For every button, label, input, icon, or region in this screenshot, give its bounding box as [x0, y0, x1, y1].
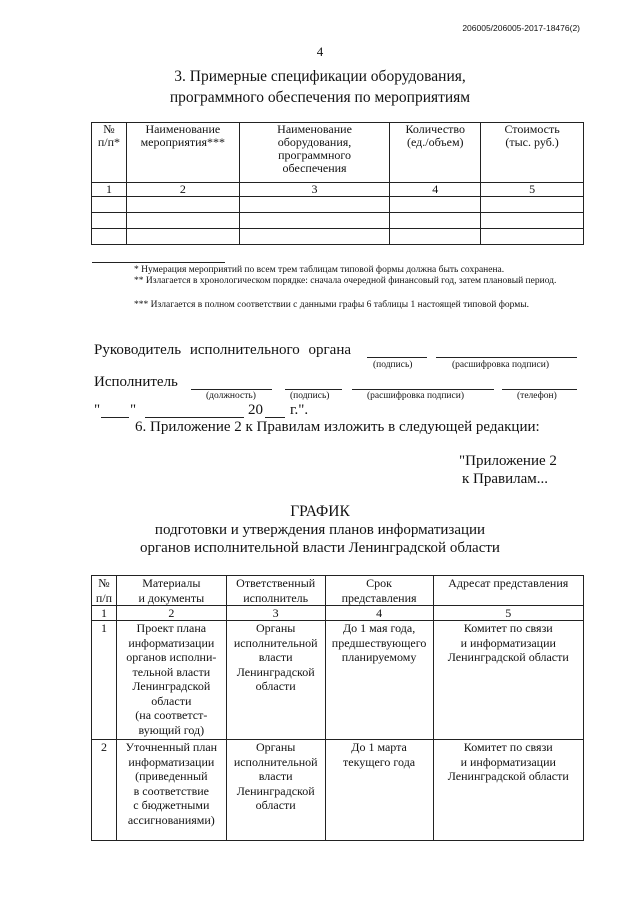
appendix-label-line1: "Приложение 2	[459, 453, 557, 469]
column-number-row	[92, 183, 584, 197]
caption-signature: (подпись)	[373, 360, 413, 370]
materials-cell: Проект плана информатизации органов исполни- тельной власти Ленинградской области (на соответст- вующий год)	[116, 621, 226, 740]
empty-cell	[481, 197, 584, 213]
table-row	[92, 197, 584, 213]
empty-cell	[92, 213, 127, 229]
document-id: 206005/206005-2017-18476(2)	[462, 23, 580, 33]
executor-signature-line	[285, 389, 342, 390]
empty-cell	[92, 197, 127, 213]
column-number: 5	[433, 606, 583, 621]
header-cell: Ответственный исполнитель	[226, 576, 325, 606]
schedule-subtitle-line1: подготовки и утверждения планов информатизации	[154, 522, 486, 538]
footnote-1: * Нумерация мероприятий по всем трем таблицам типовой формы должна быть сохранена.	[134, 265, 505, 275]
empty-cell	[239, 197, 390, 213]
empty-cell	[239, 229, 390, 245]
appendix-label-line2: к Правилам...	[462, 471, 549, 487]
empty-cell	[390, 213, 481, 229]
empty-cell	[239, 213, 390, 229]
column-number: 3	[226, 606, 325, 621]
date-suffix: г.".	[290, 402, 309, 418]
caption-decoding-2: (расшифровка подписи)	[367, 391, 464, 401]
column-number: 3	[239, 183, 390, 197]
header-cell: Количество (ед./объем)	[390, 123, 481, 183]
footnote-2: ** Излагается в хронологическом порядке: сначала очередной финансовый год, затем плановый период.	[134, 276, 557, 286]
materials-cell: Уточненный план информатизации (приведенный в соответствие с бюджетными ассигнованиями)	[116, 740, 226, 841]
column-number: 4	[325, 606, 433, 621]
section-3-title	[0, 66, 640, 108]
schedule-table	[91, 575, 584, 841]
table-row	[92, 621, 584, 740]
column-number: 5	[481, 183, 584, 197]
caption-decoding: (расшифровка подписи)	[452, 360, 549, 370]
empty-cell	[126, 197, 239, 213]
addressee-cell: Комитет по связи и информатизации Ленинградской области	[433, 740, 583, 841]
header-cell: Материалы и документы	[116, 576, 226, 606]
head-of-body-label: Руководитель исполнительного органа	[94, 342, 352, 358]
equipment-spec-table	[91, 122, 584, 245]
column-number-row	[92, 606, 584, 621]
footnote-separator	[92, 262, 225, 263]
date-month-line	[145, 417, 244, 418]
caption-signature-2: (подпись)	[290, 391, 330, 401]
executor-decoding-line	[352, 389, 494, 390]
empty-cell	[390, 229, 481, 245]
date-year: 20	[248, 402, 263, 418]
row-number: 1	[92, 621, 117, 740]
header-cell: № п/п*	[92, 123, 127, 183]
table-row	[92, 740, 584, 841]
executor-label: Исполнитель	[94, 374, 178, 390]
column-number: 2	[126, 183, 239, 197]
table-row	[92, 229, 584, 245]
head-decoding-line	[436, 357, 577, 358]
empty-cell	[481, 229, 584, 245]
empty-cell	[481, 213, 584, 229]
schedule-title: ГРАФИК	[290, 503, 350, 520]
date-day-line	[101, 417, 129, 418]
executor-position-line	[191, 389, 272, 390]
section-3-title-line1: 3. Примерные спецификации оборудования,	[174, 68, 466, 85]
header-cell: Наименование оборудования, программного обеспечения	[239, 123, 390, 183]
item-6-text: 6. Приложение 2 к Правилам изложить в следующей редакции:	[135, 419, 540, 435]
header-cell: № п/п	[92, 576, 117, 606]
empty-cell	[92, 229, 127, 245]
date-quote-open: "	[94, 402, 101, 418]
column-number: 2	[116, 606, 226, 621]
addressee-cell: Комитет по связи и информатизации Ленинградской области	[433, 621, 583, 740]
date-year-line	[265, 417, 285, 418]
page-number: 4	[316, 44, 324, 59]
responsible-cell: Органы исполнительной власти Ленинградской области	[226, 740, 325, 841]
empty-cell	[126, 213, 239, 229]
section-3-title-line2: программного обеспечения по мероприятиям	[169, 89, 471, 106]
row-number: 2	[92, 740, 117, 841]
empty-cell	[390, 197, 481, 213]
deadline-cell: До 1 марта текущего года	[325, 740, 433, 841]
responsible-cell: Органы исполнительной власти Ленинградской области	[226, 621, 325, 740]
empty-cell	[126, 229, 239, 245]
head-signature-line	[367, 357, 427, 358]
column-number: 4	[390, 183, 481, 197]
header-cell: Адресат представления	[433, 576, 583, 606]
column-number: 1	[92, 183, 127, 197]
schedule-subtitle-line2: органов исполнительной власти Ленинградской области	[140, 540, 500, 556]
executor-phone-line	[502, 389, 577, 390]
caption-phone: (телефон)	[517, 391, 557, 401]
table-header-row	[92, 576, 584, 606]
column-number: 1	[92, 606, 117, 621]
deadline-cell: До 1 мая года, предшествующего планируемому	[325, 621, 433, 740]
header-cell: Стоимость (тыс. руб.)	[481, 123, 584, 183]
footnote-3: *** Излагается в полном соответствии с данными графы 6 таблицы 1 настоящей типовой формы.	[134, 300, 530, 310]
header-cell: Срок представления	[325, 576, 433, 606]
caption-position: (должность)	[206, 391, 256, 401]
date-quote-close: "	[130, 402, 137, 418]
table-row	[92, 213, 584, 229]
table-header-row	[92, 123, 584, 183]
header-cell: Наименование мероприятия***	[126, 123, 239, 183]
